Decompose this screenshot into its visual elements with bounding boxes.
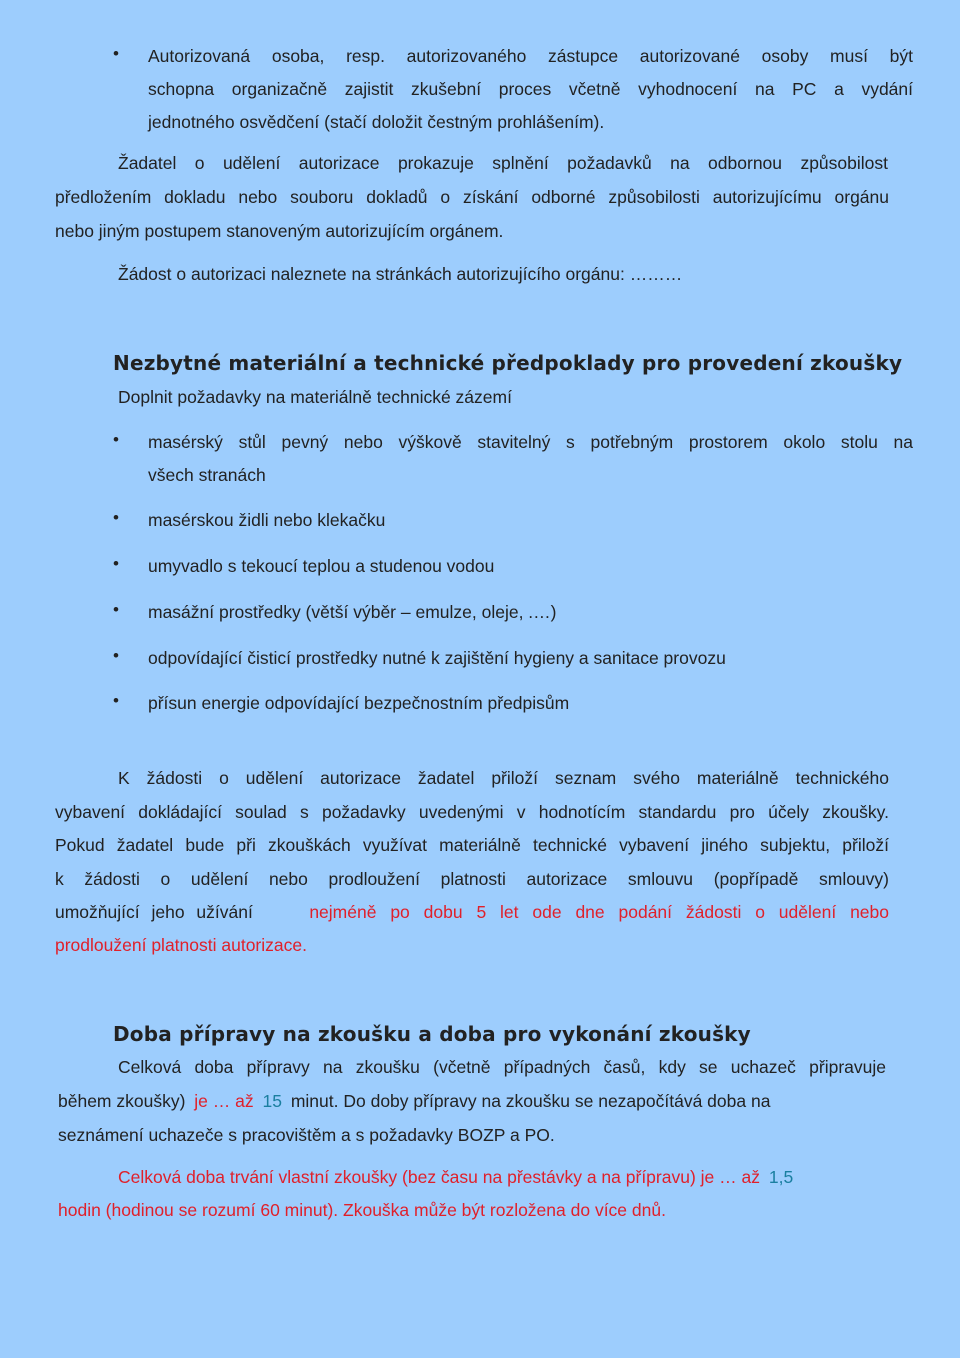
attachment-line-6: prodloužení platnosti autorizace.: [55, 935, 307, 955]
bullet-glyph: •: [113, 554, 119, 573]
materials-item-2: masérskou židli nebo klekačku: [148, 510, 386, 530]
materials-item: [113, 426, 913, 492]
intro-bullet: [113, 40, 913, 139]
bullet-glyph: •: [113, 646, 119, 665]
total-line-2: hodin (hodinou se rozumí 60 minut). Zkouška může být rozložena do více dnů.: [58, 1200, 666, 1220]
attachment-line-5-red: nejméně po dobu 5 let ode dne podání žádosti o udělení nebo: [309, 902, 889, 922]
attachment-line-5: [55, 902, 889, 923]
materials-item: [113, 550, 913, 583]
total-line-1-red: Celková doba trvání vlastní zkoušky (bez času na přestávky a na přípravu) je … až: [118, 1167, 760, 1187]
total-line-1-teal: 1,5: [768, 1167, 794, 1187]
materials-item-4: masážní prostředky (větší výběr – emulze, oleje, .…): [148, 602, 557, 622]
request-line: Žádost o autorizaci naleznete na stránkách autorizujícího orgánu: ………: [118, 264, 683, 284]
applicant-paragraph-line-1: Žadatel o udělení autorizace prokazuje splnění požadavků na odbornou způsobilost: [118, 153, 888, 173]
materials-item-3: umyvadlo s tekoucí teplou a studenou vodou: [148, 556, 495, 576]
prep-line-3: seznámení uchazeče s pracovištěm a s požadavky BOZP a PO.: [58, 1125, 555, 1145]
bullet-glyph: •: [113, 600, 119, 619]
attachment-line-3: Pokud žadatel bude při zkouškách využívat materiálně technické vybavení jiného subjektu, přiloží: [55, 835, 889, 855]
attachment-line-1: K žádosti o udělení autorizace žadatel přiloží seznam svého materiálně technického: [118, 768, 889, 788]
bullet-glyph: •: [113, 44, 119, 63]
materials-item-6: přísun energie odpovídající bezpečnostním předpisům: [148, 693, 570, 713]
prep-line-2-b: minut. Do doby přípravy na zkoušku se nezapočítává doba na: [290, 1091, 771, 1111]
attachment-line-5-black: umožňující jeho užívání: [55, 902, 253, 922]
bullet-glyph: •: [113, 508, 119, 527]
prep-line-2-red: je … až: [194, 1091, 254, 1111]
intro-bullet-line-3: jednotného osvědčení (stačí doložit čestným prohlášením).: [148, 112, 605, 132]
attachment-line-4: k žádosti o udělení nebo prodloužení platnosti autorizace smlouvu (popřípadě smlouvy): [55, 869, 889, 889]
prep-line-2-teal: 15: [262, 1091, 282, 1111]
intro-bullet-line-2: schopna organizačně zajistit zkušební proces včetně vyhodnocení na PC a vydání: [148, 79, 913, 99]
applicant-paragraph-line-3: nebo jiným postupem stanoveným autorizujícím orgánem.: [55, 221, 504, 241]
materials-item: [113, 642, 913, 675]
applicant-paragraph-line-2: předložením dokladu nebo souboru dokladů o získání odborné způsobilosti autorizujícímu orgánu: [55, 187, 889, 207]
attachment-line-2: vybavení dokládající soulad s požadavky uvedenými v hodnotícím standardu pro účely zkoušky.: [55, 802, 889, 822]
materials-item-1-line-1: masérský stůl pevný nebo výškově stavitelný s potřebným prostorem okolo stolu na: [148, 432, 913, 452]
bullet-glyph: •: [113, 691, 119, 710]
bullet-glyph: •: [113, 430, 119, 449]
section-heading-duration: Doba přípravy na zkoušku a doba pro vykonání zkoušky: [113, 1022, 751, 1046]
intro-bullet-line-1: Autorizovaná osoba, resp. autorizovaného zástupce autorizované osoby musí být: [148, 46, 913, 66]
prep-line-2-a: během zkoušky): [58, 1091, 186, 1111]
materials-item: [113, 687, 913, 720]
materials-intro: Doplnit požadavky na materiálně technické zázemí: [118, 387, 512, 407]
materials-item-1-line-2: všech stranách: [148, 465, 266, 485]
prep-line-2: [58, 1091, 886, 1112]
section-heading-materials: Nezbytné materiální a technické předpoklady pro provedení zkoušky: [113, 351, 903, 375]
materials-item-5: odpovídající čisticí prostředky nutné k zajištění hygieny a sanitace provozu: [148, 648, 726, 668]
prep-line-1: Celková doba přípravy na zkoušku (včetně případných časů, kdy se uchazeč připravuje: [118, 1057, 886, 1077]
total-line-1: [118, 1167, 793, 1188]
materials-item: [113, 596, 913, 629]
materials-item: [113, 504, 913, 537]
